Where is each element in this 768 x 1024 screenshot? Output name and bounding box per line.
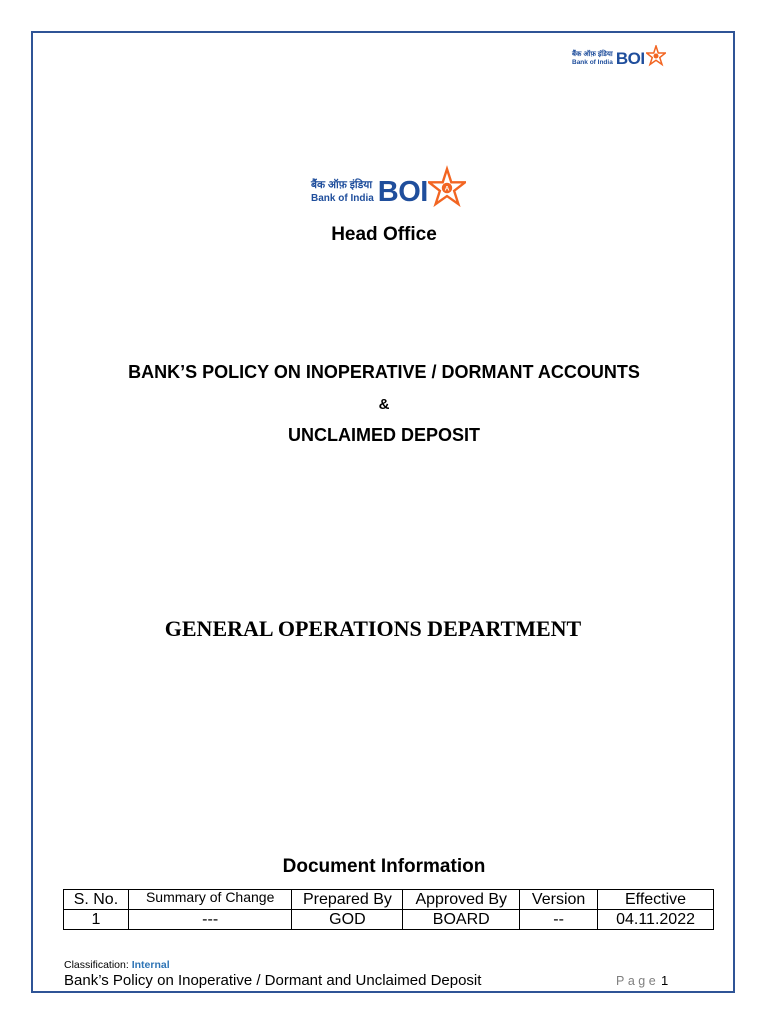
table-cell: 1 — [64, 910, 129, 930]
column-header: Summary of Change — [128, 890, 292, 910]
logo-english-text: Bank of India — [311, 192, 374, 204]
boi-star-icon — [646, 45, 666, 67]
table-cell: --- — [128, 910, 292, 930]
table-cell: -- — [520, 910, 598, 930]
document-info-table — [63, 889, 714, 930]
column-header: Approved By — [403, 890, 520, 910]
classification-label: Classification: — [64, 959, 129, 971]
star-letter: A — [444, 185, 450, 193]
logo-hindi-text: बैंक ऑफ़ इंडिया — [311, 179, 373, 192]
department-title: GENERAL OPERATIONS DEPARTMENT — [164, 616, 582, 641]
boi-logo-large — [311, 164, 466, 220]
logo-hindi-text: बैंक ऑफ़ इंडिया — [572, 51, 613, 59]
boi-star-icon — [428, 162, 466, 214]
table-header-row — [64, 890, 714, 910]
policy-title-line3: UNCLAIMED DEPOSIT — [287, 425, 480, 445]
table-cell: GOD — [292, 910, 403, 930]
logo-mark-text: BOI — [377, 175, 428, 208]
logo-wordmark — [572, 51, 613, 67]
document-info-heading: Document Information — [282, 856, 486, 877]
page-label: Page — [616, 974, 660, 988]
column-header: Version — [520, 890, 598, 910]
policy-title-ampersand: & — [378, 396, 390, 413]
column-header: Effective — [598, 890, 714, 910]
policy-title-line1: BANK’S POLICY ON INOPERATIVE / DORMANT ACCOUNTS — [128, 362, 640, 382]
head-office-label: Head Office — [331, 224, 437, 245]
classification-line — [64, 959, 170, 971]
column-header: S. No. — [64, 890, 129, 910]
page-number: 1 — [661, 973, 669, 988]
logo-mark-text: BOI — [615, 49, 645, 68]
boi-logo-small — [572, 44, 666, 74]
table-cell: BOARD — [403, 910, 520, 930]
table-cell: 04.11.2022 — [598, 910, 714, 930]
table-row — [64, 910, 714, 930]
classification-value: Internal — [131, 959, 170, 971]
logo-wordmark — [311, 180, 374, 204]
footer-document-title: Bank’s Policy on Inoperative / Dormant and Unclaimed Deposit — [64, 972, 482, 989]
logo-english-text: Bank of India — [572, 59, 613, 67]
column-header: Prepared By — [292, 890, 403, 910]
